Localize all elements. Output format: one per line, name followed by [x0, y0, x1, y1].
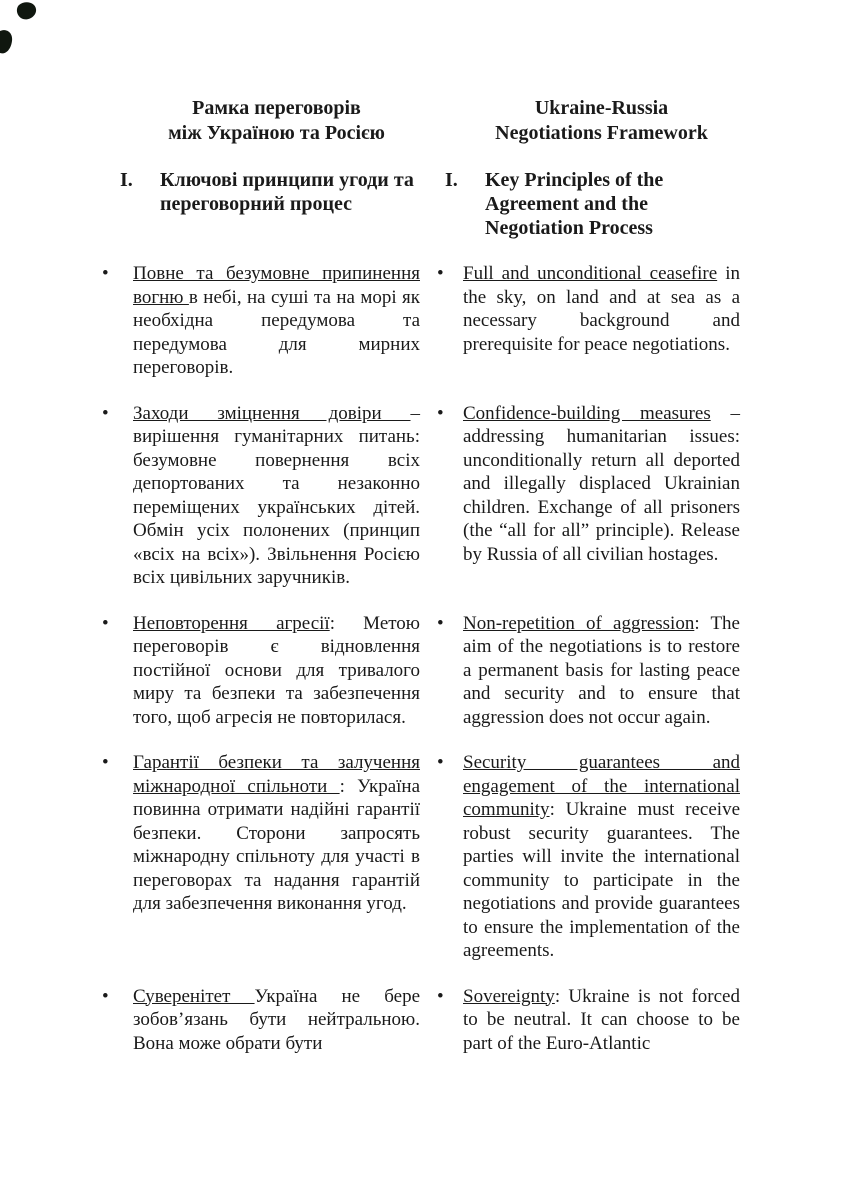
list-item	[437, 985, 740, 1056]
bullet-rest: : Ukraine must receive robust security guarantees. The parties will invite the international community to participate in the negotiations and provide guarantees to ensure the implementation of the agreements.	[463, 799, 740, 961]
bullet-lead: Суверенітет	[133, 985, 255, 1007]
section-numeral-en: I.	[445, 169, 458, 191]
bullet-row-3-uk	[100, 612, 420, 730]
bullet-row-4-uk	[100, 751, 420, 963]
bullet-row-5-uk	[100, 985, 420, 1056]
title-en-line2: Negotiations Framework	[495, 122, 708, 144]
bullet-lead: Non-repetition of aggression	[463, 612, 695, 634]
bullet-rest: – вирішення гуманітарних питань: безумовне повернення всіх депортованих та незаконно переміщених українських дітей. Обмін усіх полонених (принцип «всіх на всіх»). Звільнення Росією всіх цивільних заручників.	[133, 402, 420, 588]
bullet-lead: Full and unconditional ceasefire	[463, 263, 718, 284]
bullet-lead: Security guarantees and engagement of the international community	[463, 752, 740, 820]
bullet-row-5-en	[437, 985, 740, 1056]
two-column-document	[100, 96, 740, 1055]
bullet-row-3-en	[437, 612, 740, 730]
bullet-lead: Confidence-building measures	[463, 402, 711, 424]
scan-artifact-left	[0, 30, 12, 53]
bullet-rest: : Ukraine is not forced to be neutral. It can choose to be part of the Euro-Atlantic	[463, 985, 740, 1054]
list-item	[437, 262, 740, 356]
section-numeral-uk: I.	[120, 169, 133, 191]
scan-artifact-top	[17, 2, 36, 19]
list-item	[437, 402, 740, 567]
bullet-lead: Гарантії безпеки та залучення міжнародної спільноти	[133, 752, 420, 797]
bullet-row-2-uk	[100, 402, 420, 590]
title-en	[437, 96, 740, 146]
bullet-row-4-en	[437, 751, 740, 963]
list-item	[100, 985, 420, 1056]
list-item	[437, 612, 740, 730]
bullet-rest: – addressing humanitarian issues: unconditionally return all deported and illegally displaced Ukrainian children. Exchange of all prisoners (the “all for all” principle). Release by Russia of all civilian hostages.	[463, 402, 740, 565]
title-uk	[100, 96, 420, 146]
section-text-uk: Ключові принципи угоди та переговорний процес	[160, 169, 414, 215]
scan-artifact-marks	[0, 0, 52, 62]
list-item	[100, 402, 420, 590]
list-item	[100, 612, 420, 730]
bullet-rest: : Україна повинна отримати надійні гарантії безпеки. Сторони запросять міжнародну спільноту для участі в переговорах та надання гарантій для забезпечення виконання угод.	[133, 775, 421, 914]
bullet-rest: : Метою переговорів є відновлення постійної основи для тривалого миру та безпеки та забезпечення того, щоб агресія не повторилася.	[133, 612, 420, 728]
bullet-row-1-en	[437, 262, 740, 380]
section-text-en: Key Principles of the Agreement and the Negotiation Process	[485, 169, 664, 239]
bullet-rest: in the sky, on land and at sea as a necessary background and prerequisite for peace negotiations.	[463, 263, 740, 355]
bullet-lead: Sovereignty	[463, 985, 555, 1007]
title-en-line1: Ukraine-Russia	[534, 97, 669, 119]
title-uk-line1: Рамка переговорів	[192, 97, 361, 119]
bullet-lead: Заходи зміцнення довіри	[133, 402, 411, 424]
bullet-rest: в небі, на суші та на морі як необхідна передумова та передумова для мирних переговорів.	[133, 286, 420, 378]
bullet-rest: Україна не бере зобов’язань бути нейтральною. Вона може обрати бути	[133, 985, 420, 1054]
bullet-row-2-en	[437, 402, 740, 590]
list-item	[437, 751, 740, 963]
title-uk-line2: між Україною та Росією	[168, 122, 385, 144]
section-heading-en	[437, 168, 740, 240]
bullet-lead: Неповторення агресії	[133, 612, 330, 634]
bullet-rest: : The aim of the negotiations is to restore a permanent basis for lasting peace and security and to ensure that aggression does not occur again.	[463, 612, 740, 728]
list-item	[100, 262, 420, 380]
bullet-lead: Повне та безумовне припинення вогню	[133, 263, 420, 308]
list-item	[100, 751, 420, 916]
bullet-row-1-uk	[100, 262, 420, 380]
section-heading-uk	[100, 168, 420, 240]
